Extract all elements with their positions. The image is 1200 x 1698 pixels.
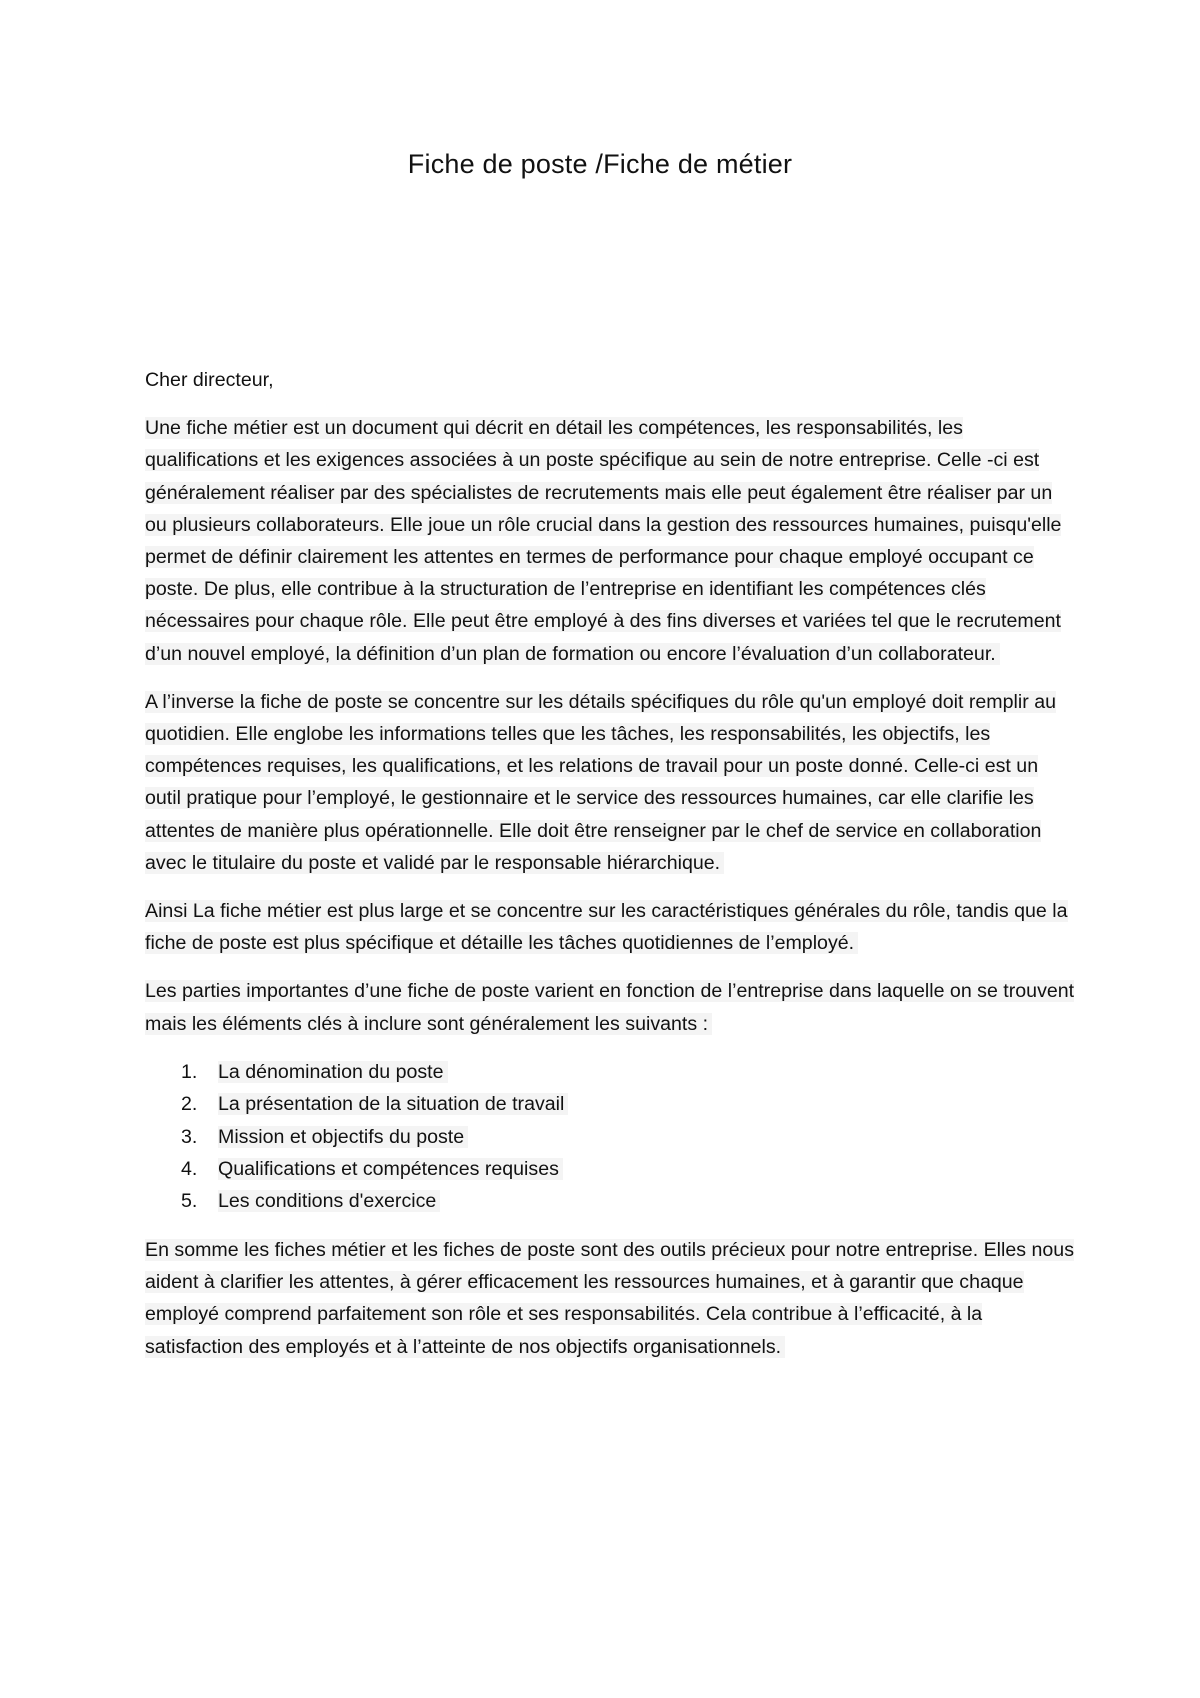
list-item-text: La présentation de la situation de travail	[218, 1093, 565, 1116]
list-item-text: Mission et objectifs du poste	[218, 1125, 465, 1148]
key-elements-list	[145, 1056, 1075, 1218]
list-item-number: 4.	[181, 1158, 198, 1181]
list-item-number: 2.	[181, 1093, 198, 1116]
list-item-text: La dénomination du poste	[218, 1060, 444, 1083]
document-body	[145, 364, 1075, 1379]
paragraph-text: Ainsi La fiche métier est plus large et se concentre sur les caractéristiques générales du rôle, tandis que la fiche de poste est plus spécifique et détaille les tâches quotidiennes de l’employé.	[145, 900, 1068, 955]
list-item	[145, 1056, 1075, 1088]
document-title: Fiche de poste /Fiche de métier	[407, 149, 793, 179]
paragraph-text: Une fiche métier est un document qui décrit en détail les compétences, les responsabilités, les qualifications et les exigences associées à un poste spécifique au sein de notre entreprise. Celle -ci est généralement réaliser par des spécialistes de recrutements mais elle peut également être réaliser par un ou plusieurs collaborateurs. Elle joue un rôle crucial dans la gestion des ressources humaines, puisqu'elle permet de définir clairement les attentes en termes de performance pour chaque employé occupant ce poste. De plus, elle contribue à la structuration de l’entreprise en identifiant les compétences clés nécessaires pour chaque rôle. Elle peut être employé à des fins diverses et variées tel que le recrutement d’un nouvel employé, la définition d’un plan de formation ou encore l’évaluation d’un collaborateur.	[145, 417, 1062, 665]
salutation-text: Cher directeur,	[145, 369, 274, 391]
list-item-number: 3.	[181, 1125, 198, 1148]
paragraph-fiche-poste	[145, 686, 1075, 879]
paragraph-closing	[145, 1234, 1075, 1363]
list-item-text: Qualifications et compétences requises	[218, 1158, 559, 1181]
list-item	[145, 1088, 1075, 1120]
list-item	[145, 1185, 1075, 1217]
paragraph-key-elements-intro	[145, 975, 1075, 1039]
list-item	[145, 1121, 1075, 1153]
list-item-number: 1.	[181, 1060, 198, 1083]
paragraph-text: A l’inverse la fiche de poste se concentre sur les détails spécifiques du rôle qu'un employé doit remplir au quotidien. Elle englobe les informations telles que les tâches, les responsabilités, les objectifs, les compétences requises, les qualifications, et les relations de travail pour un poste donné. Celle-ci est un outil pratique pour l’employé, le gestionnaire et le service des ressources humaines, car elle clarifie les attentes de manière plus opérationnelle. Elle doit être renseigner par le chef de service en collaboration avec le titulaire du poste et validé par le responsable hiérarchique.	[145, 690, 1056, 874]
paragraph-comparison	[145, 895, 1075, 959]
paragraph-fiche-metier	[145, 412, 1075, 670]
paragraph-text: Les parties importantes d’une fiche de poste varient en fonction de l’entreprise dans laquelle on se trouvent mais les éléments clés à inclure sont généralement les suivants :	[145, 980, 1075, 1035]
list-item-number: 5.	[181, 1190, 198, 1213]
paragraph-text: En somme les fiches métier et les fiches de poste sont des outils précieux pour notre entreprise. Elles nous aident à clarifier les attentes, à gérer efficacement les ressources humaines, et à garantir que chaque employé comprend parfaitement son rôle et ses responsabilités. Cela contribue à l’efficacité, à la satisfaction des employés et à l’atteinte de nos objectifs organisationnels.	[145, 1238, 1074, 1358]
list-item-text: Les conditions d'exercice	[218, 1190, 437, 1213]
list-item	[145, 1153, 1075, 1185]
salutation	[145, 364, 1075, 396]
